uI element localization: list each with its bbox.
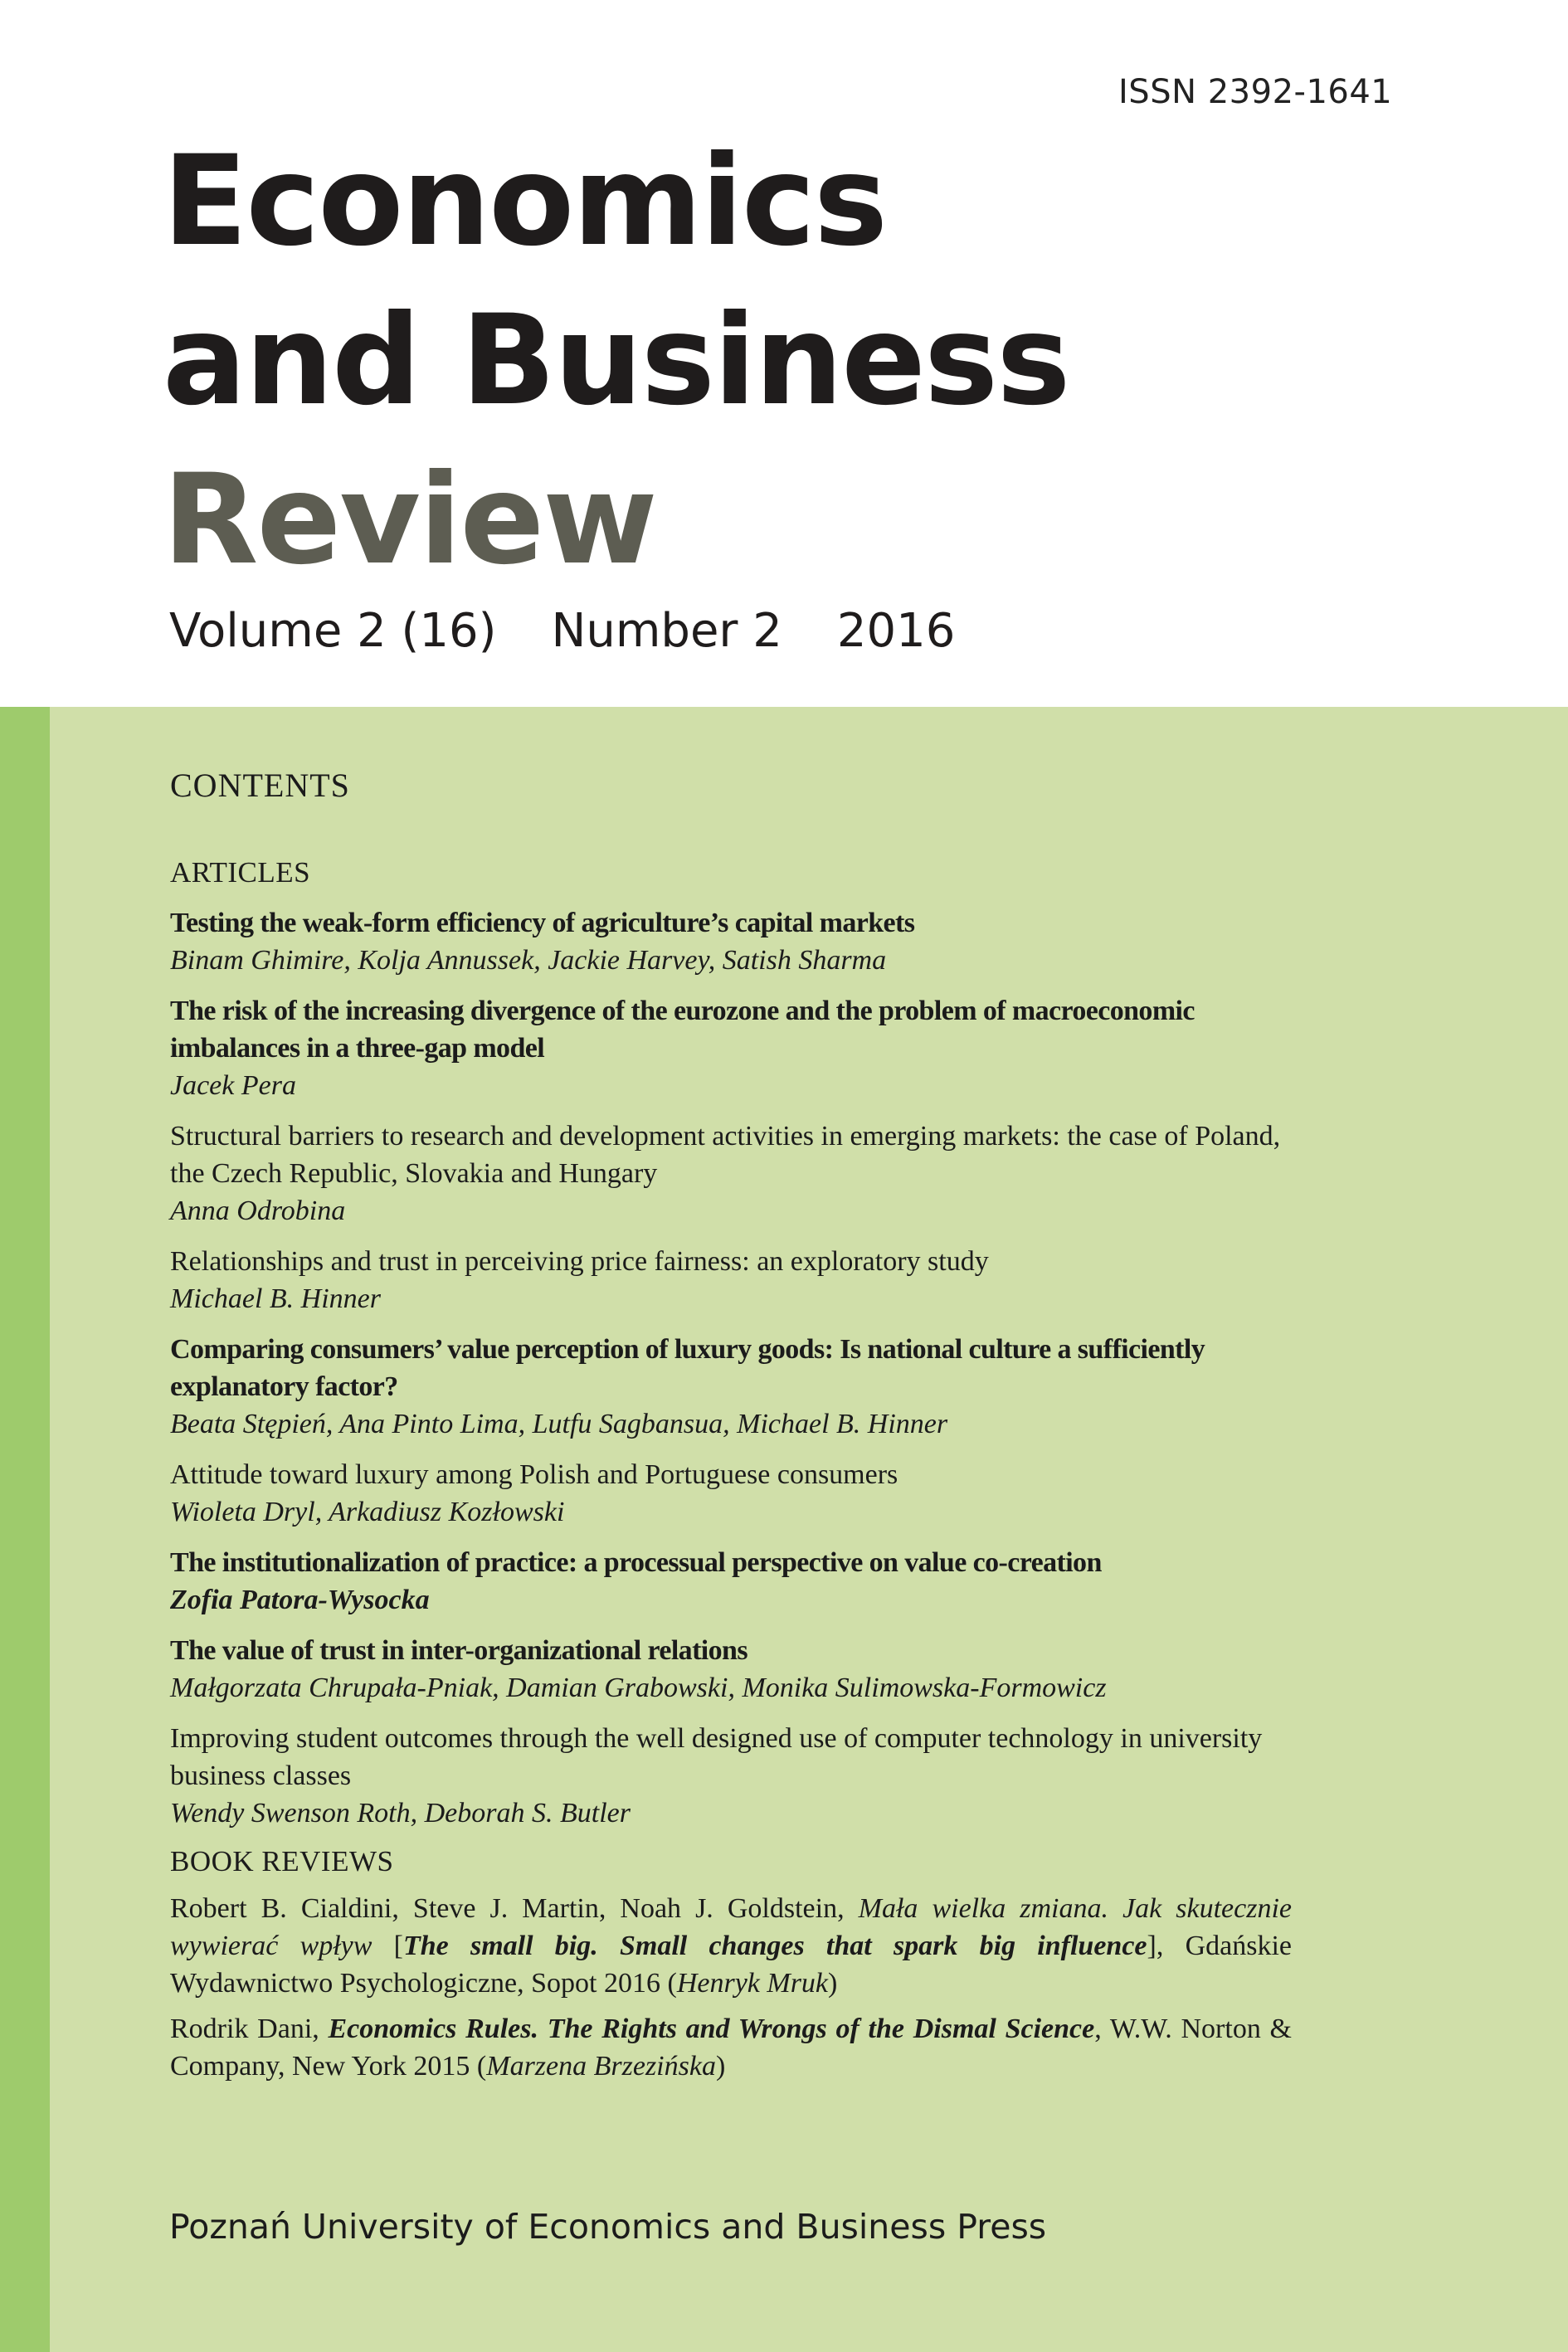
journal-title-line-2: and Business [163, 289, 1069, 433]
article-entry [170, 992, 1303, 1104]
article-entry [170, 904, 1303, 979]
issue-volume: Volume 2 (16) [169, 604, 497, 658]
article-authors: Wendy Swenson Roth, Deborah S. Butler [170, 1798, 631, 1829]
article-entry [170, 1243, 1303, 1317]
article-authors: Beata Stępień, Ana Pinto Lima, Lutfu Sagbansua, Michael B. Hinner [170, 1409, 948, 1439]
issue-number: Number 2 [551, 604, 782, 658]
review-authors: Robert B. Cialdini, Steve J. Martin, Noah J. Goldstein, [170, 1893, 859, 1924]
review-title-english: Economics Rules. The Rights and Wrongs of the Dismal Science [328, 2014, 1095, 2044]
book-review-entry [170, 2010, 1292, 2085]
reviewer-name: Marzena Brzezińska [486, 2051, 716, 2082]
publisher-name: Poznań University of Economics and Business Press [169, 2207, 1047, 2247]
journal-title-line-3: Review [163, 448, 656, 592]
article-authors: Jacek Pera [170, 1070, 296, 1101]
article-title: Testing the weak-form efficiency of agriculture’s capital markets [170, 908, 915, 938]
journal-title-line-1: Economics [163, 129, 887, 274]
articles-heading: ARTICLES [170, 856, 311, 889]
review-title-polish: Mała wielka zmiana. Jak skutecznie wywierać wpływ [170, 1893, 1292, 1961]
review-authors: Rodrik Dani, [170, 2014, 329, 2044]
book-reviews-heading: BOOK REVIEWS [170, 1845, 394, 1877]
article-entry [170, 1331, 1303, 1443]
book-review-entry: Robert B. Cialdini, Steve J. Martin, Noah J. Goldstein, Mała wielka zmiana. Jak skutecznie wywierać wpływ [The small big. Small changes that spark big influence], Gdańskie Wydawnictwo Psychologiczne, Sopot 2016 (Henryk Mruk) [170, 1893, 1293, 1999]
contents-heading: CONTENTS [170, 767, 350, 804]
article-title: The value of trust in inter-organizational relations [170, 1635, 747, 1666]
review-publisher: , W.W. Norton & Company, New York 2015 ( [170, 2014, 1292, 2082]
article-authors: Binam Ghimire, Kolja Annussek, Jackie Harvey, Satish Sharma [170, 945, 887, 976]
article-authors: Zofia Patora-Wysocka [170, 1585, 430, 1615]
accent-stripe [0, 707, 50, 2352]
review-close: ) [715, 2051, 726, 2082]
review-close: ) [828, 1968, 838, 1999]
article-title: Attitude toward luxury among Polish and Portuguese consumers [170, 1459, 898, 1490]
reviewer-name: Henryk Mruk [676, 1968, 829, 1999]
article-entry [170, 1632, 1303, 1707]
issue-year: 2016 [836, 604, 956, 658]
contents-panel [0, 707, 1568, 2352]
article-title: Comparing consumers’ value perception of luxury goods: Is national culture a sufficiently explanatory factor? [170, 1334, 1205, 1402]
article-title: Relationships and trust in perceiving price fairness: an exploratory study [170, 1246, 989, 1277]
article-authors: Michael B. Hinner [170, 1283, 381, 1314]
article-entry [170, 1720, 1303, 1832]
article-entry [170, 1118, 1303, 1230]
article-title: The institutionalization of practice: a processual perspective on value co-creation [170, 1547, 1102, 1578]
review-title-english: The small big. Small changes that spark big influence [403, 1931, 1147, 1961]
article-title: The risk of the increasing divergence of the eurozone and the problem of macroeconomic imbalances in a three-gap model [170, 996, 1195, 1064]
article-authors: Małgorzata Chrupała-Pniak, Damian Grabowski, Monika Sulimowska-Formowicz [170, 1673, 1107, 1703]
table-of-contents [170, 766, 1303, 2093]
article-authors: Anna Odrobina [170, 1195, 346, 1226]
issn: ISSN 2392-1641 [1118, 73, 1393, 111]
article-authors: Wioleta Dryl, Arkadiusz Kozłowski [170, 1497, 565, 1527]
article-entry [170, 1456, 1303, 1531]
review-publisher: , Gdańskie Wydawnictwo Psychologiczne, Sopot 2016 ( [170, 1931, 1293, 1999]
article-title: Structural barriers to research and development activities in emerging markets: the case of Poland, the Czech Republic, Slovakia and Hungary [170, 1121, 1281, 1189]
issue-info [169, 604, 955, 658]
article-title: Improving student outcomes through the well designed use of computer technology in university business classes [170, 1723, 1263, 1791]
article-entry [170, 1544, 1303, 1619]
